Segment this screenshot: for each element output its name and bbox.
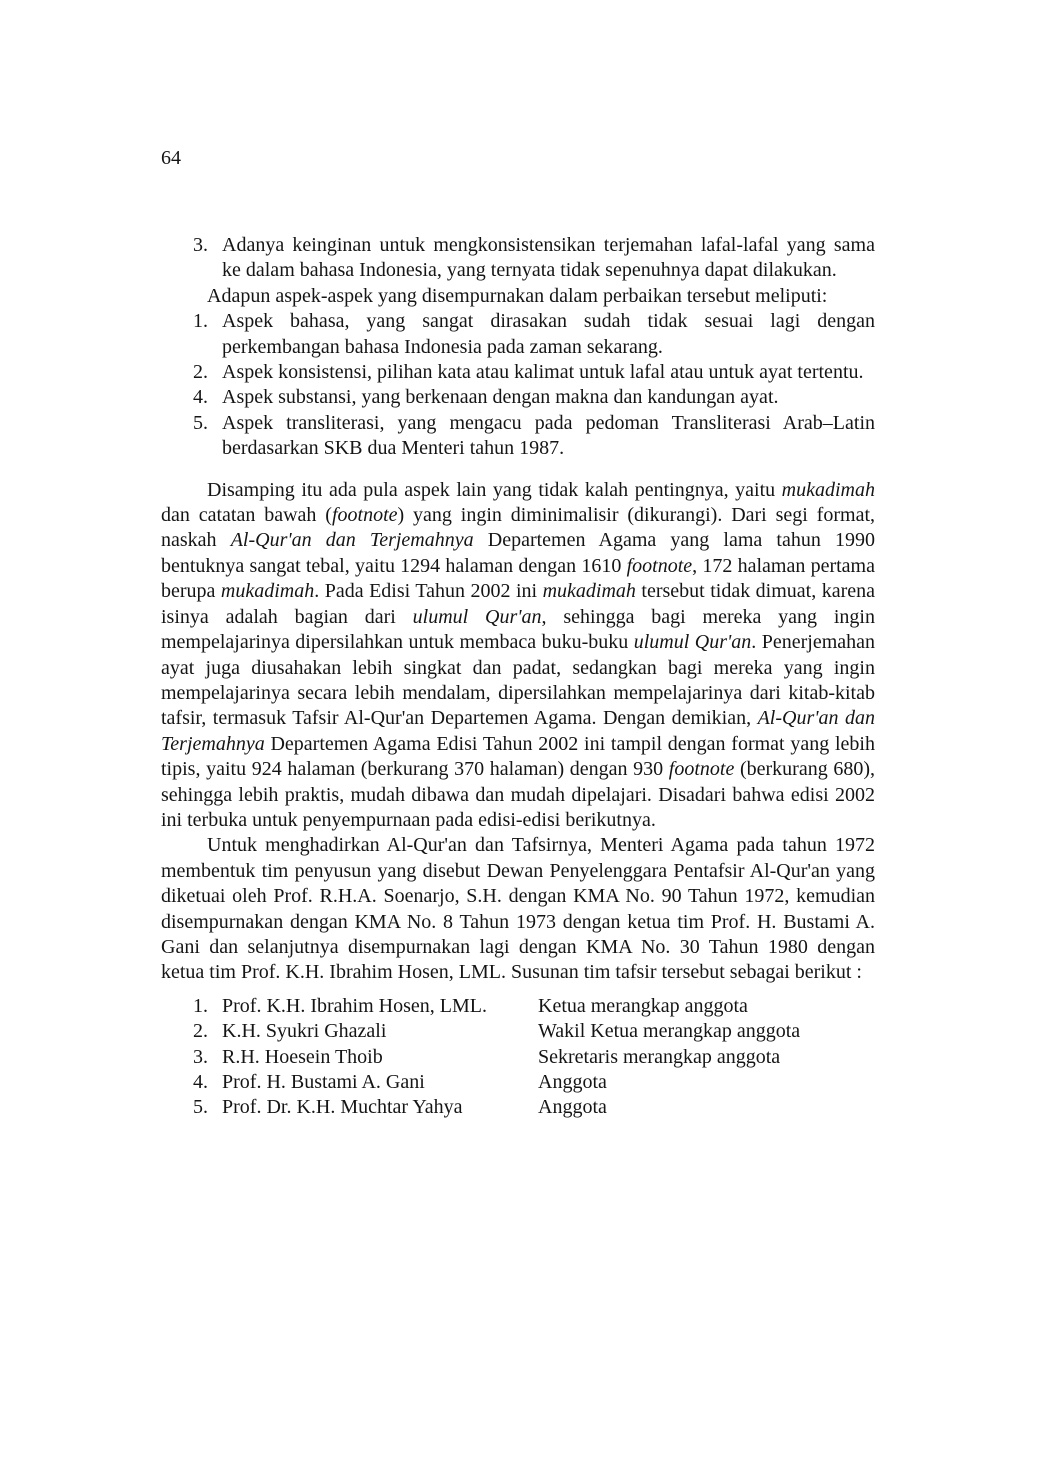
team-member-name: R.H. Hoesein Thoib <box>222 1045 383 1068</box>
team-member-role: Sekretaris merangkap anggota <box>538 1045 781 1068</box>
team-row <box>161 1019 875 1044</box>
team-member-role: Ketua merangkap anggota <box>538 994 748 1017</box>
list-marker: 2. <box>193 361 208 384</box>
team-row-marker: 3. <box>193 1045 208 1068</box>
paragraph-adapun: Adapun aspek-aspek yang disempurnakan dalam perbaikan tersebut meliputi: <box>207 284 828 307</box>
team-row-marker: 1. <box>193 994 208 1017</box>
list-item-text: Aspek substansi, yang berkenaan dengan makna dan kandungan ayat. <box>222 386 779 409</box>
team-row <box>161 1070 875 1095</box>
team-row <box>161 994 875 1019</box>
list-marker: 5. <box>193 411 208 434</box>
list-marker: 1. <box>193 310 208 333</box>
team-row-marker: 2. <box>193 1020 208 1043</box>
paragraph-disamping: Disamping itu ada pula aspek lain yang tidak kalah pentingnya, yaitu mukadimah dan catatan bawah (footnote) yang ingin diminimalisir (dikurangi). Dari segi format, naskah Al-Qur'an dan Terjemahnya Departemen Agama yang lama tahun 1990 bentuknya sangat tebal, yaitu 1294 halaman dengan 1610 footnote, 172 halaman pertama berupa mukadimah. Pada Edisi Tahun 2002 ini mukadimah tersebut tidak dimuat, karena isinya adalah bagian dari ulumul Qur'an, sehingga bagi mereka yang ingin mempelajarinya dipersilahkan untuk membaca buku-buku ulumul Qur'an. Penerjemahan ayat juga diusahakan lebih singkat dan padat, sedangkan bagi mereka yang ingin mempelajarinya secara lebih mendalam, dipersilahkan mempelajarinya dari kitab-kitab tafsir, termasuk Tafsir Al-Qur'an Departemen Agama. Dengan demikian, Al-Qur'an dan Terjemahnya Departemen Agama Edisi Tahun 2002 ini tampil dengan format yang lebih tipis, yaitu 924 halaman (berkurang 370 halaman) dengan 930 footnote (berkurang 680), sehingga lebih praktis, mudah dibawa dan mudah dipelajari. Disadari bahwa edisi 2002 ini terbuka untuk penyempurnaan pada edisi-edisi berikutnya. <box>161 478 876 831</box>
list-item <box>161 233 875 284</box>
team-member-role: Wakil Ketua merangkap anggota <box>538 1020 801 1043</box>
team-row <box>161 1045 875 1070</box>
list-item-text: Adanya keinginan untuk mengkonsistensikan terjemahan lafal-lafal yang sama ke dalam bahasa Indonesia, yang ternyata tidak sepenuhnya dapat dilakukan. <box>222 234 875 282</box>
list-marker: 4. <box>193 386 208 409</box>
team-member-role: Anggota <box>538 1096 607 1119</box>
team-member-name: Prof. Dr. K.H. Muchtar Yahya <box>222 1096 463 1119</box>
list-item <box>161 385 875 410</box>
team-member-name: Prof. H. Bustami A. Gani <box>222 1071 425 1093</box>
team-row-marker: 5. <box>193 1096 208 1119</box>
team-member-role: Anggota <box>538 1071 607 1093</box>
team-row-marker: 4. <box>193 1071 208 1093</box>
list-item <box>161 411 875 462</box>
list-item <box>161 309 875 360</box>
list-item-text: Aspek konsistensi, pilihan kata atau kalimat untuk lafal atau untuk ayat tertentu. <box>222 361 864 384</box>
team-row <box>161 1095 875 1120</box>
page-body <box>161 233 875 1121</box>
list-marker: 3. <box>193 234 208 256</box>
page-number: 64 <box>161 147 181 169</box>
list-item-text: Aspek bahasa, yang sangat dirasakan sudah tidak sesuai lagi dengan perkembangan bahasa Indonesia pada zaman sekarang. <box>222 310 875 358</box>
paragraph-untuk: Untuk menghadirkan Al-Qur'an dan Tafsirnya, Menteri Agama pada tahun 1972 membentuk tim penyusun yang disebut Dewan Penyelenggara Pentafsir Al-Qur'an yang diketuai oleh Prof. R.H.A. Soenarjo, S.H. dengan KMA No. 90 Tahun 1972, kemudian disempurnakan dengan KMA No. 8 Tahun 1973 dengan ketua tim Prof. H. Bustami A. Gani dan selanjutnya disempurnakan lagi dengan KMA No. 30 Tahun 1980 dengan ketua tim Prof. K.H. Ibrahim Hosen, LML. Susunan tim tafsir tersebut sebagai berikut : <box>161 834 875 984</box>
list-item-text: Aspek transliterasi, yang mengacu pada pedoman Transliterasi Arab–Latin berdasarkan SKB dua Menteri tahun 1987. <box>222 411 875 460</box>
list-item <box>161 360 875 385</box>
team-list <box>161 994 875 1121</box>
team-member-name: K.H. Syukri Ghazali <box>222 1020 387 1043</box>
team-member-name: Prof. K.H. Ibrahim Hosen, LML. <box>222 994 487 1017</box>
